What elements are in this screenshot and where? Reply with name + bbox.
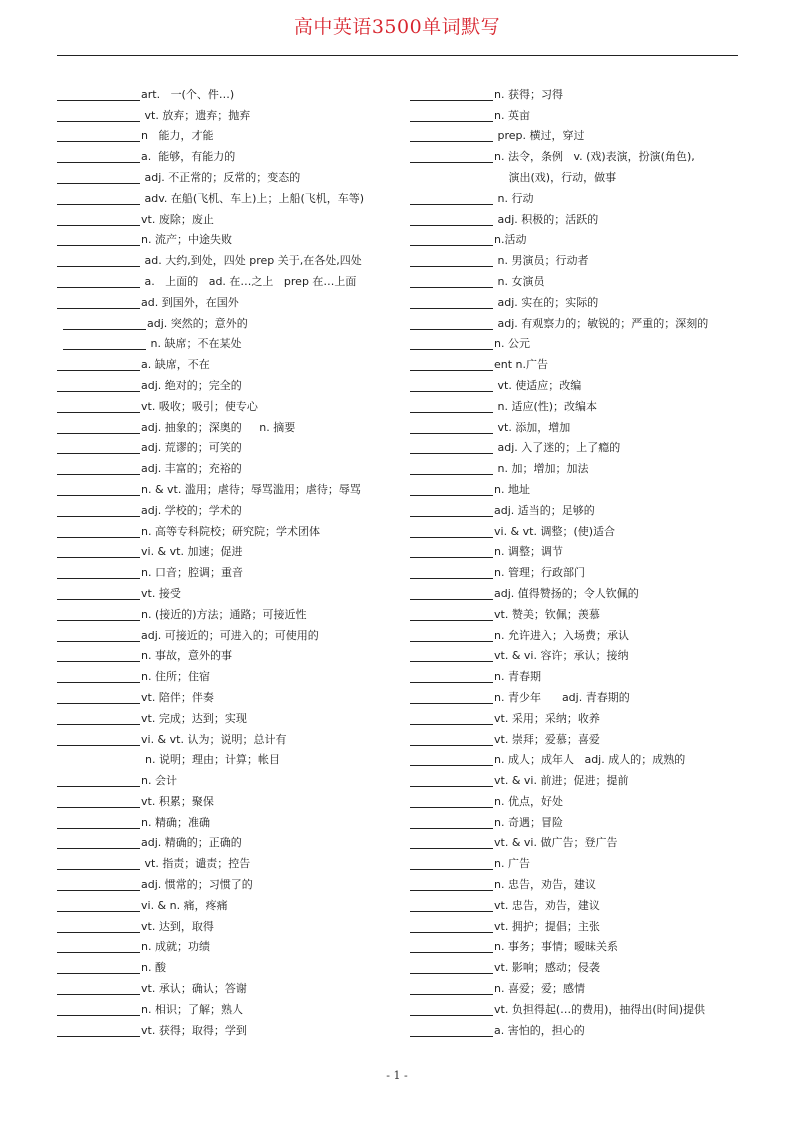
vocab-definition: adj. 入了迷的；上了瘾的 — [494, 441, 621, 455]
vocab-definition: adj. 绝对的；完全的 — [141, 378, 242, 392]
vocab-definition: vt. 获得；取得；学到 — [141, 1023, 247, 1037]
answer-blank[interactable] — [57, 878, 140, 891]
vocab-entry — [57, 246, 402, 267]
vocab-column-left — [57, 80, 402, 1037]
vocab-definition: adj. 突然的；意外的 — [147, 316, 248, 330]
vocab-definition: vt. 拥护；提倡；主张 — [494, 919, 600, 933]
answer-blank[interactable] — [410, 920, 493, 933]
vocab-entry — [57, 538, 402, 559]
answer-blank[interactable] — [410, 712, 493, 725]
vocab-definition: vt. 负担得起(…的费用)，抽得出(时间)提供 — [494, 1002, 705, 1016]
vocab-definition: n. 女演员 — [494, 274, 545, 288]
answer-blank[interactable] — [410, 1003, 493, 1016]
vocab-entry — [410, 101, 750, 122]
answer-blank[interactable] — [57, 961, 140, 974]
vocab-definition: adj. 精确的；正确的 — [141, 836, 242, 850]
vocab-definition: adj. 惯常的；习惯了的 — [141, 878, 253, 892]
vocab-definition: n 能力，才能 — [141, 129, 214, 143]
vocab-definition: n. 地址 — [494, 482, 530, 496]
answer-blank[interactable] — [410, 1024, 493, 1037]
answer-blank[interactable] — [63, 337, 146, 350]
answer-blank[interactable] — [410, 462, 493, 475]
answer-blank[interactable] — [410, 233, 493, 246]
answer-blank[interactable] — [410, 296, 493, 309]
vocab-definition: ad. 到国外，在国外 — [141, 295, 239, 309]
vocab-definition: vt. & vi. 容许；承认；接纳 — [494, 649, 629, 663]
answer-blank[interactable] — [410, 608, 493, 621]
vocab-definition: n. 口音；腔调；重音 — [141, 566, 243, 580]
vocab-definition: n. 酸 — [141, 961, 166, 975]
vocab-definition: vt. 使适应；改编 — [494, 378, 582, 392]
vocab-entry — [57, 350, 402, 371]
vocab-definition: vt. 采用；采纳；收养 — [494, 711, 600, 725]
vocab-entry — [410, 766, 750, 787]
vocab-definition: adj. 实在的；实际的 — [494, 295, 599, 309]
answer-blank[interactable] — [410, 150, 493, 163]
answer-blank[interactable] — [410, 129, 493, 142]
vocab-definition: n. 加；增加；加法 — [494, 462, 589, 476]
answer-blank[interactable] — [410, 836, 493, 849]
answer-blank[interactable] — [57, 379, 140, 392]
answer-blank[interactable] — [410, 400, 493, 413]
vocab-definition: n. 流产；中途失败 — [141, 233, 232, 247]
answer-blank[interactable] — [57, 358, 140, 371]
answer-blank[interactable] — [57, 795, 140, 808]
vocab-definition: n. 事务；事情；暧昧关系 — [494, 940, 618, 954]
vocab-definition: vt. 完成；达到；实现 — [141, 711, 247, 725]
vocab-entry — [57, 995, 402, 1016]
vocab-entry — [410, 995, 750, 1016]
answer-blank[interactable] — [57, 587, 140, 600]
vocab-entry — [410, 496, 750, 517]
vocab-definition: vi. & n. 痛，疼痛 — [141, 898, 228, 912]
vocab-definition: 演出(戏)，行动，做事 — [498, 170, 617, 184]
vocab-definition: n. 管理；行政部门 — [494, 566, 585, 580]
answer-blank[interactable] — [410, 192, 493, 205]
vocab-entry — [57, 122, 402, 143]
vocab-entry — [410, 163, 750, 184]
vocab-entry — [410, 662, 750, 683]
answer-blank[interactable] — [410, 337, 493, 350]
vocab-entry — [57, 933, 402, 954]
vocab-entry — [410, 538, 750, 559]
vocab-entry — [410, 704, 750, 725]
vocab-entry — [57, 309, 402, 330]
answer-blank[interactable] — [57, 192, 140, 205]
vocab-entry — [57, 725, 402, 746]
vocab-entry — [57, 226, 402, 247]
vocab-definition: ent n.广告 — [494, 358, 549, 372]
vocab-entry — [410, 953, 750, 974]
answer-blank[interactable] — [410, 213, 493, 226]
vocab-definition: vt. 赞美；钦佩；羡慕 — [494, 607, 600, 621]
vocab-entry — [57, 434, 402, 455]
vocab-entry — [410, 184, 750, 205]
vocab-definition: a. 缺席，不在 — [141, 358, 210, 372]
vocab-definition: adj. 值得赞扬的；令人钦佩的 — [494, 586, 639, 600]
answer-blank[interactable] — [57, 649, 140, 662]
vocab-entry — [57, 642, 402, 663]
vocab-definition: adv. 在船(飞机、车上)上；上船(飞机，车等) — [141, 191, 365, 205]
answer-blank[interactable] — [410, 379, 493, 392]
vocab-entry — [57, 891, 402, 912]
vocab-entry — [410, 80, 750, 101]
vocab-definition: vi. & vt. 调整；(使)适合 — [494, 524, 616, 538]
vocab-entry — [410, 475, 750, 496]
answer-blank[interactable] — [410, 525, 493, 538]
vocab-entry — [57, 600, 402, 621]
answer-blank[interactable] — [57, 88, 140, 101]
vocab-entry — [410, 933, 750, 954]
vocab-entry — [57, 80, 402, 101]
vocab-entry — [57, 766, 402, 787]
vocab-entry — [410, 371, 750, 392]
vocab-entry — [57, 746, 402, 767]
vocab-entry — [410, 434, 750, 455]
answer-blank[interactable] — [57, 109, 140, 122]
vocab-definition: vt. 废除；废止 — [141, 212, 214, 226]
vocab-definition: prep. 横过，穿过 — [494, 129, 585, 143]
vocab-definition: n. 高等专科院校；研究院；学术团体 — [141, 524, 320, 538]
vocab-entry — [410, 621, 750, 642]
vocab-entry — [410, 891, 750, 912]
vocab-entry — [57, 267, 402, 288]
vocab-definition: adj. 学校的；学术的 — [141, 503, 242, 517]
answer-blank[interactable] — [63, 317, 146, 330]
vocab-entry — [410, 517, 750, 538]
answer-blank[interactable] — [57, 940, 140, 953]
vocab-definition: n. 相识；了解；熟人 — [141, 1002, 243, 1016]
answer-blank[interactable] — [410, 358, 493, 371]
vocab-entry — [57, 184, 402, 205]
answer-blank[interactable] — [410, 733, 493, 746]
vocab-definition: vt. 吸收；吸引；使专心 — [141, 399, 258, 413]
vocab-entry — [57, 163, 402, 184]
vocab-definition: vt. & vi. 做广告；登广告 — [494, 836, 618, 850]
answer-blank[interactable] — [57, 1003, 140, 1016]
answer-blank[interactable] — [57, 213, 140, 226]
answer-blank[interactable] — [57, 400, 140, 413]
answer-blank[interactable] — [410, 587, 493, 600]
vocab-definition: vt. 承认；确认；答谢 — [141, 982, 247, 996]
vocab-definition: n. 英亩 — [494, 108, 530, 122]
vocab-entry — [410, 392, 750, 413]
answer-blank[interactable] — [410, 940, 493, 953]
answer-blank[interactable] — [57, 733, 140, 746]
vocab-definition: a. 害怕的，担心的 — [494, 1023, 585, 1037]
answer-blank[interactable] — [57, 857, 140, 870]
vocab-definition: n. 住所；住宿 — [141, 670, 210, 684]
answer-blank[interactable] — [57, 816, 140, 829]
vocab-definition: ad. 大约,到处，四处 prep 关于,在各处,四处 — [141, 254, 362, 268]
answer-blank[interactable] — [57, 441, 140, 454]
vocab-definition: n. 男演员；行动者 — [494, 254, 589, 268]
vocab-entry — [410, 870, 750, 891]
vocab-definition: adj. 适当的；足够的 — [494, 503, 595, 517]
vocab-entry — [410, 849, 750, 870]
vocab-definition: vt. & vi. 前进；促进；提前 — [494, 774, 629, 788]
vocab-definition: vi. & vt. 认为；说明；总计有 — [141, 732, 287, 746]
answer-blank[interactable] — [410, 857, 493, 870]
vocab-entry — [57, 517, 402, 538]
answer-blank[interactable] — [410, 545, 493, 558]
vocab-entry — [410, 725, 750, 746]
vocab-entry — [410, 579, 750, 600]
vocab-definition: vt. 崇拜；爱慕；喜爱 — [494, 732, 600, 746]
vocab-definition: n. 青春期 — [494, 670, 541, 684]
vocab-entry — [410, 1016, 750, 1037]
vocab-definition: n. 缺席；不在某处 — [147, 337, 242, 351]
answer-blank[interactable] — [410, 795, 493, 808]
answer-blank[interactable] — [410, 878, 493, 891]
answer-blank[interactable] — [57, 691, 140, 704]
vocab-definition: n. 获得；习得 — [494, 87, 563, 101]
vocab-entry — [410, 558, 750, 579]
vocab-definition: n. 青少年 adj. 青春期的 — [494, 690, 630, 704]
vocab-entry — [410, 246, 750, 267]
vocab-definition: n. 忠告，劝告，建议 — [494, 878, 596, 892]
vocab-entry — [410, 350, 750, 371]
answer-blank[interactable] — [410, 504, 493, 517]
vocab-definition: vt. 忠告，劝告，建议 — [494, 898, 600, 912]
answer-blank[interactable] — [57, 608, 140, 621]
vocab-entry — [410, 413, 750, 434]
answer-blank[interactable] — [57, 670, 140, 683]
vocab-entry — [57, 662, 402, 683]
vocab-entry — [57, 330, 402, 351]
vocab-entry — [57, 392, 402, 413]
vocab-entry — [57, 579, 402, 600]
vocab-definition: n. 优点，好处 — [494, 794, 563, 808]
vocab-definition: art. 一(个、件…) — [141, 87, 235, 101]
vocab-definition: n. 说明；理由；计算；帐目 — [145, 753, 280, 767]
answer-blank[interactable] — [57, 254, 140, 267]
vocab-entry — [57, 849, 402, 870]
vocab-entry — [57, 475, 402, 496]
vocab-definition: n. 法令，条例 v. (戏)表演，扮演(角色), — [494, 150, 695, 164]
vocab-entry — [57, 974, 402, 995]
vocab-entry — [57, 953, 402, 974]
answer-blank[interactable] — [57, 899, 140, 912]
answer-blank[interactable] — [410, 753, 493, 766]
vocab-definition: n. 行动 — [494, 191, 534, 205]
vocab-entry — [410, 330, 750, 351]
vocab-definition: n.活动 — [494, 233, 527, 247]
answer-blank[interactable] — [57, 712, 140, 725]
answer-blank[interactable] — [410, 566, 493, 579]
vocab-entry — [410, 787, 750, 808]
answer-blank[interactable] — [410, 254, 493, 267]
vocab-definition: adj. 可接近的；可进入的；可使用的 — [141, 628, 319, 642]
vocab-entry — [57, 558, 402, 579]
answer-blank[interactable] — [410, 982, 493, 995]
answer-blank[interactable] — [57, 1024, 140, 1037]
vocab-entry — [57, 205, 402, 226]
vocab-definition: adj. 荒谬的；可笑的 — [141, 441, 242, 455]
vocab-definition: adj. 抽象的；深奥的 n. 摘要 — [141, 420, 296, 434]
vocab-entry — [410, 808, 750, 829]
header-divider — [57, 55, 738, 56]
vocab-entry — [410, 288, 750, 309]
vocab-entry — [410, 454, 750, 475]
vocab-entry — [57, 454, 402, 475]
answer-blank[interactable] — [57, 296, 140, 309]
answer-blank[interactable] — [410, 88, 493, 101]
vocab-definition: n. 适应(性)；改编本 — [494, 399, 598, 413]
answer-blank[interactable] — [57, 462, 140, 475]
vocab-entry — [57, 101, 402, 122]
vocab-entry — [410, 683, 750, 704]
vocab-entry — [410, 642, 750, 663]
vocab-entry — [410, 309, 750, 330]
vocab-definition: n. 成人；成年人 adj. 成人的；成熟的 — [494, 753, 686, 767]
answer-blank[interactable] — [57, 171, 140, 184]
vocab-definition: vt. 放弃；遗弃；抛弃 — [141, 108, 251, 122]
vocab-entry — [410, 226, 750, 247]
vocab-entry — [410, 267, 750, 288]
vocab-definition: n. & vt. 滥用；虐待；辱骂滥用；虐待；辱骂 — [141, 482, 361, 496]
vocab-definition: vt. 影响；感动；侵袭 — [494, 961, 600, 975]
vocab-entry — [57, 371, 402, 392]
answer-blank[interactable] — [410, 421, 493, 434]
vocab-definition: adj. 不正常的；反常的；变态的 — [141, 170, 301, 184]
vocab-definition: n. 会计 — [141, 774, 177, 788]
vocab-entry — [57, 787, 402, 808]
answer-blank[interactable] — [57, 920, 140, 933]
vocab-definition: n. 奇遇；冒险 — [494, 815, 563, 829]
vocab-entry — [410, 600, 750, 621]
answer-blank[interactable] — [410, 774, 493, 787]
vocab-entry — [410, 142, 750, 163]
answer-blank[interactable] — [410, 899, 493, 912]
vocab-entry — [410, 974, 750, 995]
vocab-column-right — [410, 80, 750, 1037]
vocab-entry — [410, 122, 750, 143]
answer-blank[interactable] — [410, 670, 493, 683]
vocab-definition: vt. 添加，增加 — [494, 420, 571, 434]
page-title: 高中英语3500单词默写 — [293, 16, 501, 38]
vocab-definition: vt. 达到，取得 — [141, 919, 214, 933]
vocab-entry — [57, 288, 402, 309]
vocab-entry — [410, 912, 750, 933]
vocab-entry — [57, 142, 402, 163]
answer-blank[interactable] — [410, 483, 493, 496]
answer-blank[interactable] — [57, 629, 140, 642]
answer-blank[interactable] — [57, 566, 140, 579]
vocab-entry — [57, 413, 402, 434]
answer-blank[interactable] — [410, 275, 493, 288]
answer-blank[interactable] — [410, 441, 493, 454]
answer-blank[interactable] — [57, 982, 140, 995]
answer-blank[interactable] — [410, 816, 493, 829]
vocab-entry — [57, 870, 402, 891]
vocab-definition: n. 成就；功绩 — [141, 940, 210, 954]
answer-blank[interactable] — [410, 961, 493, 974]
page-number: - 1 - — [386, 1069, 408, 1082]
answer-blank[interactable] — [57, 275, 140, 288]
answer-blank[interactable] — [410, 317, 493, 330]
answer-blank[interactable] — [57, 483, 140, 496]
answer-blank[interactable] — [57, 129, 140, 142]
vocab-entry — [57, 496, 402, 517]
answer-blank[interactable] — [57, 836, 140, 849]
vocab-entry — [57, 808, 402, 829]
answer-blank[interactable] — [57, 525, 140, 538]
vocab-definition: adj. 积极的；活跃的 — [494, 212, 599, 226]
vocab-entry — [410, 829, 750, 850]
vocab-entry — [57, 912, 402, 933]
vocab-definition: vt. 接受 — [141, 586, 181, 600]
answer-blank[interactable] — [57, 504, 140, 517]
vocab-definition: vt. 指责；谴责；控告 — [141, 857, 251, 871]
vocab-definition: n. 广告 — [494, 857, 530, 871]
answer-blank[interactable] — [57, 774, 140, 787]
vocab-definition: n. 事故，意外的事 — [141, 649, 232, 663]
vocab-definition: vi. & vt. 加速；促进 — [141, 545, 243, 559]
vocab-entry — [57, 621, 402, 642]
answer-blank[interactable] — [410, 691, 493, 704]
vocab-definition: n. 允许进入；入场费；承认 — [494, 628, 629, 642]
vocab-definition: n. 公元 — [494, 337, 530, 351]
answer-blank[interactable] — [410, 109, 493, 122]
answer-blank[interactable] — [57, 421, 140, 434]
vocab-definition: adj. 有观察力的；敏锐的；严重的；深刻的 — [494, 316, 709, 330]
vocab-entry — [57, 683, 402, 704]
vocab-definition: n. (接近的)方法；通路；可接近性 — [141, 607, 307, 621]
vocab-entry — [57, 1016, 402, 1037]
vocab-entry — [410, 746, 750, 767]
answer-blank[interactable] — [57, 233, 140, 246]
vocab-definition: n. 喜爱；爱；感情 — [494, 982, 585, 996]
vocab-definition: vt. 积累；聚保 — [141, 794, 214, 808]
answer-blank[interactable] — [410, 629, 493, 642]
answer-blank[interactable] — [57, 545, 140, 558]
vocab-entry — [57, 704, 402, 725]
vocab-definition: a. 上面的 ad. 在…之上 prep 在…上面 — [141, 274, 357, 288]
vocab-definition: adj. 丰富的；充裕的 — [141, 462, 242, 476]
answer-blank[interactable] — [410, 649, 493, 662]
vocab-definition: n. 调整；调节 — [494, 545, 563, 559]
vocab-definition: a. 能够，有能力的 — [141, 150, 236, 164]
vocab-definition: n. 精确；准确 — [141, 815, 210, 829]
vocab-definition: vt. 陪伴；伴奏 — [141, 690, 214, 704]
vocab-entry — [57, 829, 402, 850]
answer-blank[interactable] — [57, 150, 140, 163]
vocab-entry — [410, 205, 750, 226]
